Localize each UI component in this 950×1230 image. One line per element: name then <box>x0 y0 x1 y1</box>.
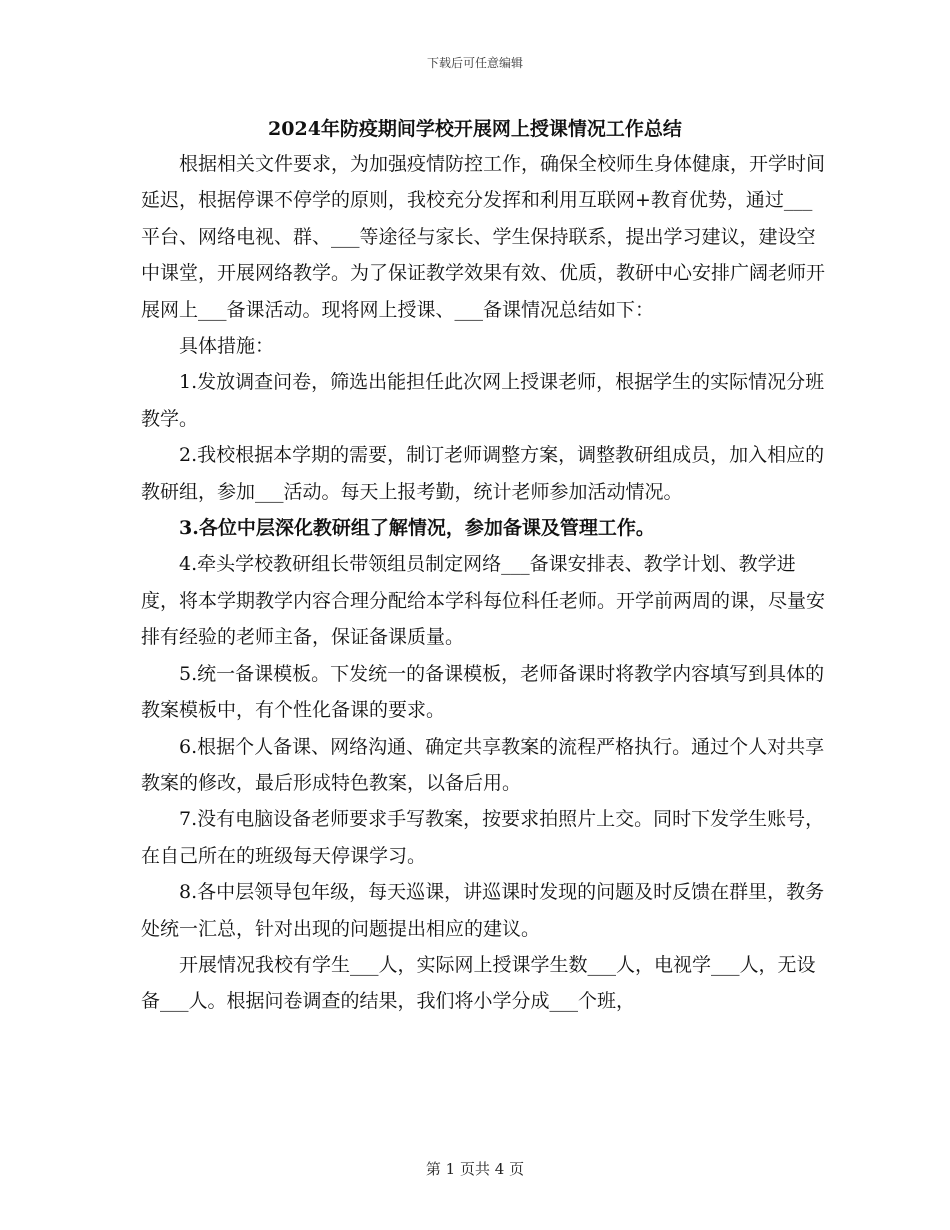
paragraph-item-7: 7.没有电脑设备老师要求手写教案，按要求拍照片上交。同时下发学生账号，在自己所在的班级每天停课学习。 <box>141 808 825 867</box>
document-body <box>141 146 831 1020</box>
paragraph-item-6: 6.根据个人备课、网络沟通、确定共享教案的流程严格执行。通过个人对共享教案的修改，最后形成特色教案，以备后用。 <box>141 735 825 794</box>
paragraph-item-4: 4.牵头学校教研组长带领组员制定网络___备课安排表、教学计划、教学进度，将本学期教学内容合理分配给本学科每位科任老师。开学前两周的课，尽量安排有经验的老师主备，保证备课质量。 <box>141 553 826 649</box>
document-title: 2024年防疫期间学校开展网上授课情况工作总结 <box>268 118 682 140</box>
page-header: 下载后可任意编辑 <box>426 56 523 70</box>
paragraph-intro: 根据相关文件要求，为加强疫情防控工作，确保全校师生身体健康，开学时间延迟，根据停课不停学的原则，我校充分发挥和利用互联网+教育优势，通过___平台、网络电视、群、___等途径与家长、学生保持联系，提出学习建议，建设空中课堂，开展网络教学。为了保证教学效果有效、优质，教研中心安排广阔老师开展网上___备课活动。现将网上授课、___备课情况总结如下： <box>141 153 826 321</box>
paragraph-measures-heading: 具体措施： <box>179 335 275 358</box>
paragraph-item-3: 3.各位中层深化教研组了解情况，参加备课及管理工作。 <box>179 517 655 540</box>
page-footer: 第 1 页共 4 页 <box>425 1160 525 1178</box>
paragraph-item-5: 5.统一备课模板。下发统一的备课模板，老师备课时将教学内容填写到具体的教案模板中，有个性化备课的要求。 <box>141 662 825 722</box>
paragraph-item-2: 2.我校根据本学期的需要，制订老师调整方案，调整教研组成员，加入相应的教研组，参加___活动。每天上报考勤，统计老师参加活动情况。 <box>141 444 825 503</box>
paragraph-status: 开展情况我校有学生___人，实际网上授课学生数___人，电视学___人，无设备___人。根据问卷调查的结果，我们将小学分成___个班， <box>141 953 816 1013</box>
paragraph-item-8: 8.各中层领导包年级，每天巡课，讲巡课时发现的问题及时反馈在群里，教务处统一汇总，针对出现的问题提出相应的建议。 <box>141 881 825 940</box>
paragraph-item-1: 1.发放调查问卷，筛选出能担任此次网上授课老师，根据学生的实际情况分班教学。 <box>141 371 825 430</box>
